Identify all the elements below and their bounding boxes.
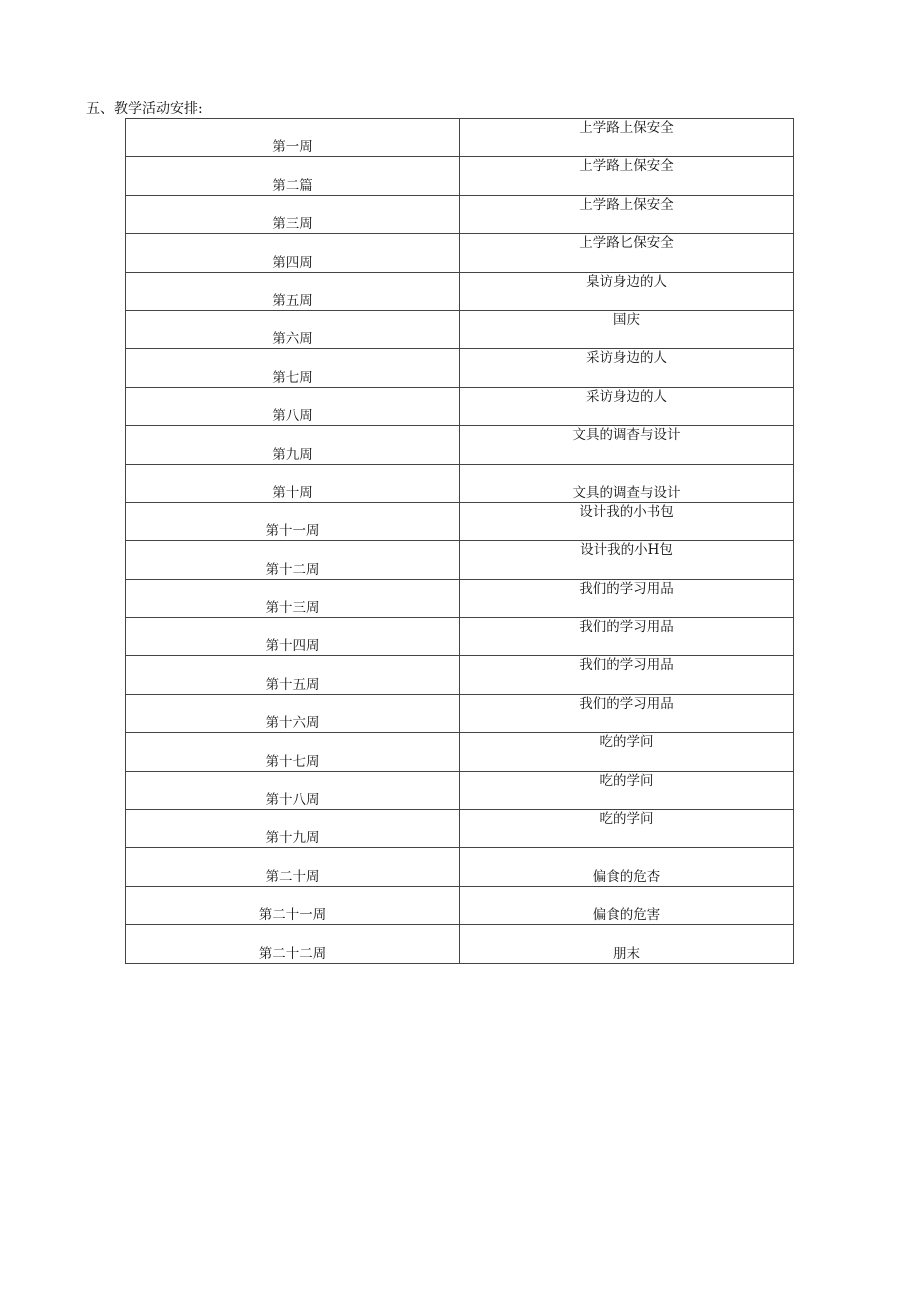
topic-cell: 偏食的危杏 bbox=[460, 848, 794, 886]
table-row bbox=[126, 502, 794, 540]
week-cell: 第二十周 bbox=[126, 848, 460, 886]
topic-cell: 设计我的小书包 bbox=[460, 502, 794, 540]
table-row bbox=[126, 810, 794, 848]
table-row bbox=[126, 541, 794, 579]
topic-cell: 我们的学习用品 bbox=[460, 656, 794, 694]
topic-cell: 上学路上保安全 bbox=[460, 157, 794, 195]
topic-cell: 吃的学问 bbox=[460, 810, 794, 848]
table-row bbox=[126, 848, 794, 886]
table-row bbox=[126, 464, 794, 502]
week-cell: 第二十一周 bbox=[126, 886, 460, 924]
week-cell: 第十周 bbox=[126, 464, 460, 502]
activity-schedule-table bbox=[125, 118, 794, 964]
topic-cell: 臬访身边的人 bbox=[460, 272, 794, 310]
schedule-body bbox=[126, 119, 794, 964]
topic-cell: 上学路上保安全 bbox=[460, 195, 794, 233]
week-cell: 第十五周 bbox=[126, 656, 460, 694]
week-cell: 第七周 bbox=[126, 349, 460, 387]
table-row bbox=[126, 310, 794, 348]
table-row bbox=[126, 119, 794, 157]
table-row bbox=[126, 618, 794, 656]
topic-cell: 我们的学习用品 bbox=[460, 579, 794, 617]
week-cell: 第十九周 bbox=[126, 810, 460, 848]
table-row bbox=[126, 426, 794, 464]
topic-cell: 采访身边的人 bbox=[460, 349, 794, 387]
table-row bbox=[126, 579, 794, 617]
week-cell: 第十三周 bbox=[126, 579, 460, 617]
week-cell: 第四周 bbox=[126, 234, 460, 272]
week-cell: 第二十二周 bbox=[126, 925, 460, 963]
topic-cell: 上学路匕保安全 bbox=[460, 234, 794, 272]
table-row bbox=[126, 195, 794, 233]
table-row bbox=[126, 771, 794, 809]
table-row bbox=[126, 349, 794, 387]
table-row bbox=[126, 925, 794, 963]
topic-cell: 我们的学习用品 bbox=[460, 694, 794, 732]
topic-cell: 文具的调查与设计 bbox=[460, 464, 794, 502]
week-cell: 第六周 bbox=[126, 310, 460, 348]
section-heading: 五、教学活动安排: bbox=[86, 101, 203, 117]
week-cell: 第十六周 bbox=[126, 694, 460, 732]
topic-cell: 文具的调杳与设计 bbox=[460, 426, 794, 464]
week-cell: 第十二周 bbox=[126, 541, 460, 579]
week-cell: 第十四周 bbox=[126, 618, 460, 656]
topic-cell: 吃的学问 bbox=[460, 771, 794, 809]
week-cell: 第八周 bbox=[126, 387, 460, 425]
week-cell: 第十八周 bbox=[126, 771, 460, 809]
week-cell: 第十七周 bbox=[126, 733, 460, 771]
table-row bbox=[126, 272, 794, 310]
week-cell: 第二篇 bbox=[126, 157, 460, 195]
topic-cell: 上学路上保安全 bbox=[460, 119, 794, 157]
week-cell: 第五周 bbox=[126, 272, 460, 310]
week-cell: 第十一周 bbox=[126, 502, 460, 540]
topic-cell: 设计我的小H包 bbox=[460, 541, 794, 579]
table-row bbox=[126, 157, 794, 195]
topic-cell: 偏食的危害 bbox=[460, 886, 794, 924]
topic-cell: 采访身边的人 bbox=[460, 387, 794, 425]
topic-cell: 吃的学问 bbox=[460, 733, 794, 771]
week-cell: 第九周 bbox=[126, 426, 460, 464]
table-row bbox=[126, 656, 794, 694]
table-row bbox=[126, 694, 794, 732]
table-row bbox=[126, 387, 794, 425]
topic-cell: 我们的学习用品 bbox=[460, 618, 794, 656]
week-cell: 第三周 bbox=[126, 195, 460, 233]
week-cell: 第一周 bbox=[126, 119, 460, 157]
table-row bbox=[126, 733, 794, 771]
table-row bbox=[126, 886, 794, 924]
table-row bbox=[126, 234, 794, 272]
topic-cell: 朋末 bbox=[460, 925, 794, 963]
topic-cell: 国庆 bbox=[460, 310, 794, 348]
